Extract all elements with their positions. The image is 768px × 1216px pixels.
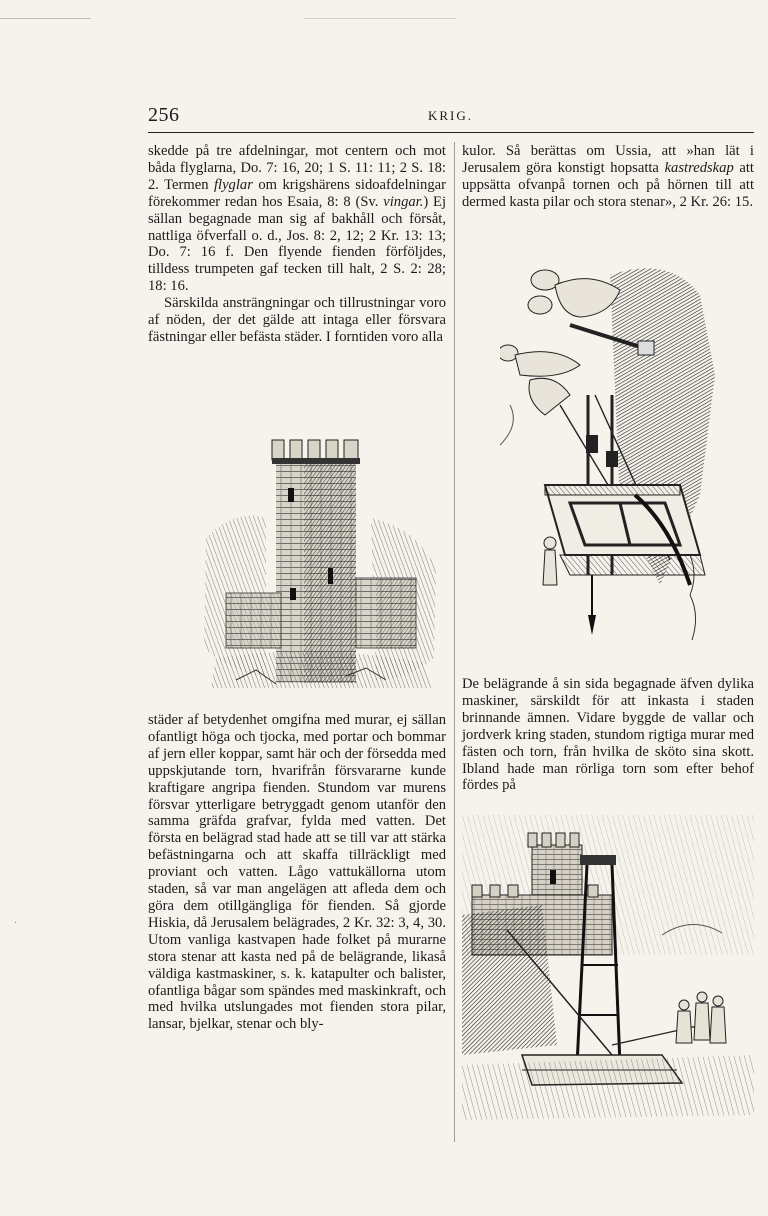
siege-tower-engraving-image	[462, 815, 754, 1135]
running-head: KRIG.	[428, 108, 474, 123]
tower-engraving	[196, 418, 444, 698]
italic-term: kastredskap	[664, 159, 734, 176]
text-run: kulor. Så berättas om Ussia, att »han lät i Jerusalem göra konstigt hopsatta	[462, 143, 754, 176]
italic-term: flyglar	[213, 176, 253, 193]
paragraph-left-3: städer af betydenhet omgifna med murar, ej sällan ofantligt höga och tjocka, med portar och bommar af jern eller koppar, samt här och der försedda med uppskjutande torn, hvarifrån försvararne kunde kraftigare angripa fienden. Stundom var murens försvar ytterligare betryggadt genom utanför den samma gräfda grafvar, fylda med vatten. Det första en belägrad stad hade att se till var att stärka befästningarna och att skaffa tillräckligt med proviant och vatten. Lågo vattukällorna utom staden, så var man angelägen att afleda dem och göra dem otillgängliga för fienden. Så gjorde Hiskia, då Jerusalem belägrades, 2 Kr. 32: 3, 4, 30. Utom vanliga kastvapen hade folket på murarne stora stenar att kasta ned på de belägrande, likaså väldiga kastmaskiner, s. k. katapulter och balister, ofantliga bågar som spändes med maskinkraft, och med hvilka utslungades mot fienden stora pilar, lansar, bjelkar, stenar och bly-	[148, 712, 446, 1033]
paragraph-left-1	[148, 143, 446, 295]
tower-engraving-image	[196, 418, 444, 698]
scan-edge-line	[0, 18, 760, 19]
header-rule	[148, 132, 754, 133]
paragraph-left-2: Särskilda ansträngningar och tillrustningar voro af nöden, der det gälde att intaga eller försvara fästningar eller befästa städer. I forntiden voro alla	[148, 295, 446, 345]
margin-mark: ·	[14, 918, 18, 929]
catapult-engraving-image	[500, 255, 750, 660]
catapult-engraving	[500, 255, 750, 660]
right-column-upper	[462, 143, 754, 211]
right-column-lower	[462, 676, 754, 794]
text-run: att uppsätta ofvanpå tornen och på hörnen till att dermed kasta pilar och stora stenar», 2 Kr. 26: 15.	[462, 159, 754, 210]
siege-tower-engraving	[462, 815, 754, 1135]
left-column-upper	[148, 143, 446, 346]
page-number: 256	[148, 104, 180, 126]
text-run: skedde på tre afdelningar, mot centern och mot båda flyglarna, Do. 7: 16, 20; 1 S. 11: 11; 2 S. 18: 2. Termen	[148, 143, 446, 193]
page-header	[148, 96, 754, 126]
left-column-lower	[148, 712, 446, 1033]
text-run: om krigshärens sidoafdelningar förekommer redan hos Esaia, 8: 8 (Sv.	[148, 176, 446, 210]
paragraph-right-2: De belägrande å sin sida begagnade äfven dylika maskiner, särskildt för att inkasta i staden brinnande ämnen. Vidare byggde de vallar och jordverk kring staden, stundom rigtiga murar med fästen och torn, från hvilka de sköto sina skott. Ibland hade man rörliga torn som efter behof fördes på	[462, 676, 754, 794]
text-run: ) Ej sällan begagnade man sig af bakhåll och försåt, nattliga öfverfall o. d., Jos. 8: 2, 12; 2 Kr. 13: 13; Do. 7: 16 f. Den flyende fienden förföljdes, tilldess trumpeten gaf tecken till halt, 2 S. 2: 28; 18: 16.	[148, 193, 446, 295]
italic-term: vingar.	[383, 193, 424, 210]
paragraph-right-1	[462, 143, 754, 211]
column-divider	[454, 142, 455, 1142]
